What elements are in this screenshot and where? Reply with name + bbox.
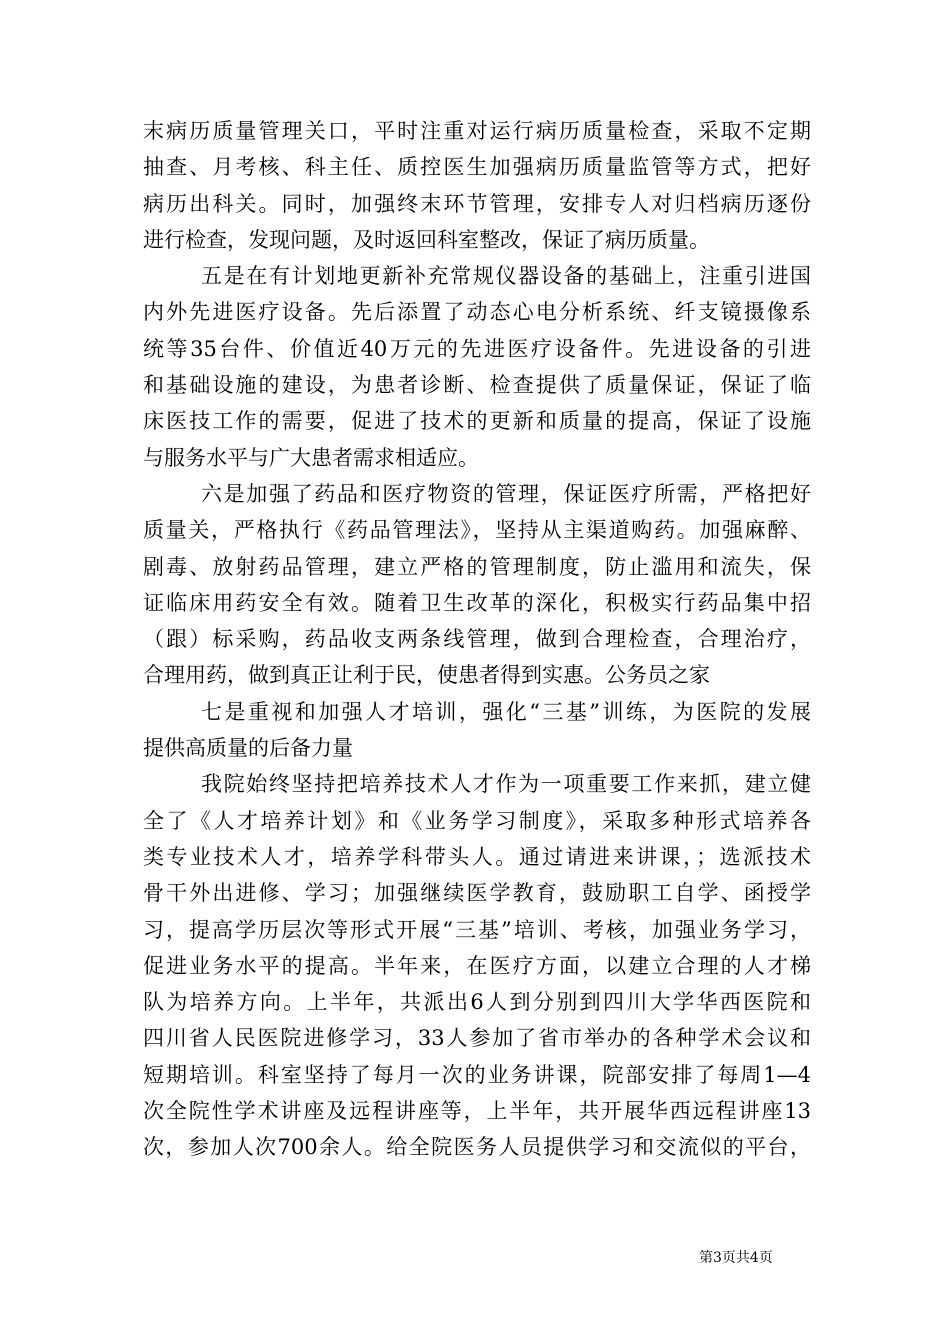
text-line: 队为培养方向。上半年，共派出6人到分别到四川大学华西医院和: [143, 990, 811, 1015]
text-line: 证临床用药安全有效。随着卫生改革的深化，积极实行药品集中招: [143, 590, 811, 615]
text-line: 内外先进医疗设备。先后添置了动态心电分析系统、纤支镜摄像系: [143, 300, 811, 325]
text-line: （跟）标采购，药品收支两条线管理，做到合理检查，合理治疗，: [143, 627, 811, 652]
text-line: 合理用药，做到真正让利于民，使患者得到实惠。公务员之家: [143, 663, 710, 688]
text-line: 次全院性学术讲座及远程讲座等，上半年，共开展华西远程讲座13: [143, 1099, 811, 1124]
text-line: 和基础设施的建设，为患者诊断、检查提供了质量保证，保证了临: [143, 373, 811, 398]
text-line: 七是重视和加强人才培训，强化“三基”训练，为医院的发展: [201, 699, 811, 724]
text-line: 床医技工作的需要，促进了技术的更新和质量的提高，保证了设施: [143, 409, 811, 434]
text-line: 我院始终坚持把培养技术人才作为一项重要工作来抓，建立健: [201, 772, 811, 797]
text-line: 末病历质量管理关口，平时注重对运行病历质量检查，采取不定期: [143, 119, 811, 143]
text-line: 剧毒、放射药品管理，建立严格的管理制度，防止滥用和流失，保: [143, 554, 811, 579]
text-line: 统等35台件、价值近40万元的先进医疗设备件。先进设备的引进: [143, 336, 811, 361]
text-line: 提供高质量的后备力量: [143, 736, 353, 761]
text-line: 病历出科关。同时，加强终末环节管理，安排专人对归档病历逐份: [143, 191, 811, 216]
text-line: 骨干外出进修、学习；加强继续医学教育，鼓励职工自学、函授学: [143, 881, 811, 906]
text-line: 四川省人民医院进修学习，33人参加了省市举办的各种学术会议和: [143, 1026, 811, 1051]
text-line: 全了《人才培养计划》和《业务学习制度》，采取多种形式培养各: [143, 808, 811, 833]
text-line: 短期培训。科室坚持了每月一次的业务讲课，院部安排了每周1—4: [143, 1062, 811, 1087]
text-line: 质量关，严格执行《药品管理法》，坚持从主渠道购药。加强麻醉、: [143, 518, 811, 543]
text-line: 六是加强了药品和医疗物资的管理，保证医疗所需，严格把好: [201, 481, 811, 506]
text-line: 进行检查，发现问题，及时返回科室整改，保证了病历质量。: [143, 227, 710, 252]
document-body: [143, 113, 811, 1166]
text-line: 与服务水平与广大患者需求相适应。: [143, 445, 479, 470]
text-line: 类专业技术人才，培养学科带头人。通过请进来讲课，；选派技术: [143, 844, 811, 869]
text-line: 次，参加人次700余人。给全院医务人员提供学习和交流似的平台，: [143, 1135, 811, 1160]
text-line: 五是在有计划地更新补充常规仪器设备的基础上，注重引进国: [201, 264, 811, 289]
page-number: 第3页共4页: [699, 1250, 773, 1266]
text-line: 习，提高学历层次等形式开展“三基”培训、考核，加强业务学习，: [143, 917, 811, 942]
text-line: 抽查、月考核、科主任、质控医生加强病历质量监管等方式，把好: [143, 155, 811, 180]
text-line: 促进业务水平的提高。半年来，在医疗方面，以建立合理的人才梯: [143, 953, 811, 978]
